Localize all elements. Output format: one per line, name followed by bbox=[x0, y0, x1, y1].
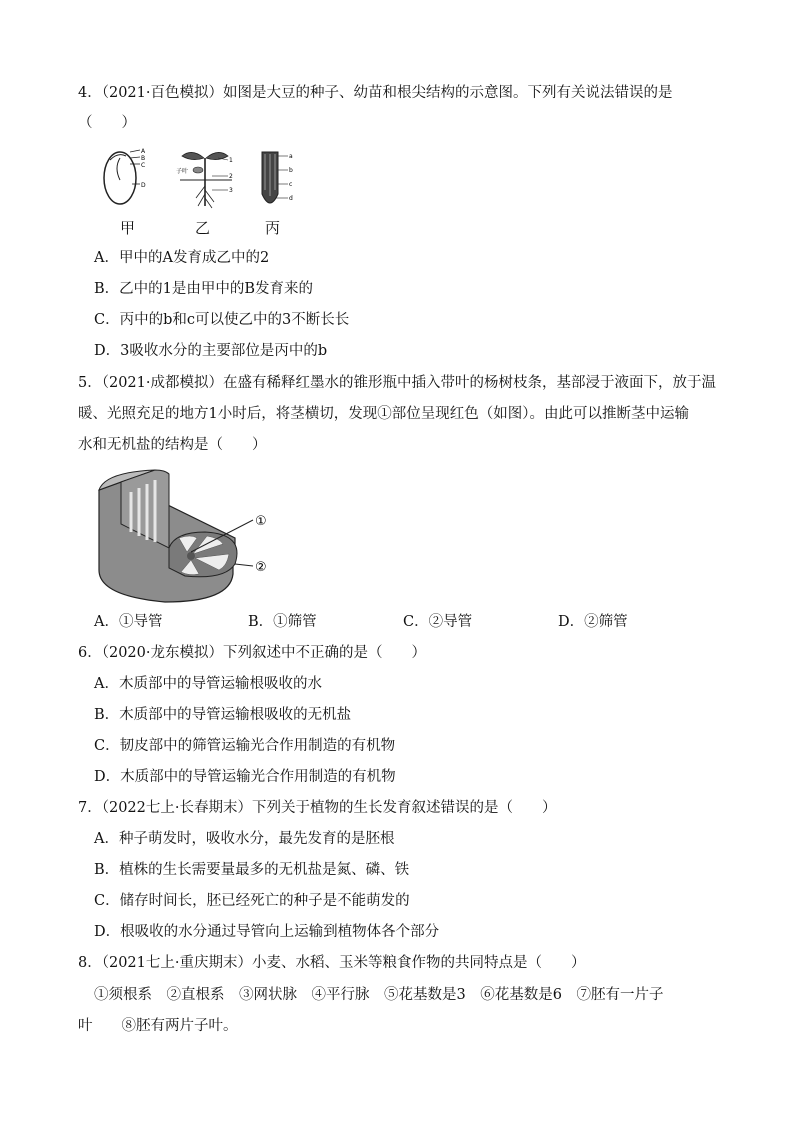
q7-option-c: C．储存时间长，胚已经死亡的种子是不能萌发的 bbox=[94, 893, 410, 909]
label-2: 2 bbox=[229, 173, 233, 180]
q8-choices-line1: ①须根系 ②直根系 ③网状脉 ④平行脉 ⑤花基数是3 ⑥花基数是6 ⑦胚有一片子 bbox=[94, 987, 664, 1003]
q4-stem: 4．（2021·百色模拟）如图是大豆的种子、幼苗和根尖结构的示意图。下列有关说法错误的是 bbox=[78, 85, 673, 101]
caption-bing: 丙 bbox=[265, 219, 281, 237]
q6-option-b: B．木质部中的导管运输根吸收的无机盐 bbox=[94, 707, 352, 723]
label-B: B bbox=[141, 155, 146, 162]
q5-stem-line2: 暖、光照充足的地方1小时后，将茎横切，发现①部位呈现红色（如图）。由此可以推断茎中运输 bbox=[78, 406, 689, 422]
label-a: a bbox=[289, 153, 293, 160]
q5-option-d: D．②筛管 bbox=[558, 614, 628, 630]
q6-stem: 6．（2020·龙东模拟）下列叙述中不正确的是（ ） bbox=[78, 645, 426, 661]
q7-option-d: D．根吸收的水分通过导管向上运输到植物体各个部分 bbox=[94, 924, 440, 940]
q4-option-a: A．甲中的A发育成乙中的2 bbox=[94, 250, 270, 266]
q7-option-a: A．种子萌发时，吸收水分，最先发育的是胚根 bbox=[94, 831, 395, 847]
q6-option-c: C．韧皮部中的筛管运输光合作用制造的有机物 bbox=[94, 738, 396, 754]
q5-option-c: C．②导管 bbox=[403, 614, 473, 630]
label-C: C bbox=[141, 162, 146, 169]
q4-option-c: C．丙中的b和c可以使乙中的3不断长长 bbox=[94, 312, 350, 328]
caption-jia: 甲 bbox=[120, 219, 136, 237]
seed-diagram bbox=[104, 148, 146, 204]
q4-option-b: B．乙中的1是由甲中的B发育来的 bbox=[94, 281, 314, 297]
q6-option-a: A．木质部中的导管运输根吸收的水 bbox=[94, 676, 322, 692]
q7-option-b: B．植株的生长需要量最多的无机盐是氮、磷、铁 bbox=[94, 862, 410, 878]
label-D: D bbox=[141, 182, 146, 189]
root-tip-diagram bbox=[262, 152, 293, 203]
label-circle-1: ① bbox=[255, 514, 267, 529]
caption-yi: 乙 bbox=[195, 219, 211, 237]
q5-stem-line3: 水和无机盐的结构是（ ） bbox=[78, 437, 267, 453]
seedling-diagram bbox=[176, 152, 233, 208]
q8-stem: 8．（2021七上·重庆期末）小麦、水稻、玉米等粮食作物的共同特点是（ ） bbox=[78, 955, 586, 971]
label-c: c bbox=[289, 181, 293, 188]
q8-choices-line2: 叶 ⑧胚有两片子叶。 bbox=[78, 1018, 238, 1034]
q4-figure bbox=[100, 146, 315, 216]
q4-answer-paren: （ ） bbox=[78, 115, 136, 131]
q5-option-b: B．①筛管 bbox=[248, 614, 317, 630]
q5-stem-cross-section-figure bbox=[95, 468, 285, 606]
label-1: 1 bbox=[229, 157, 233, 164]
label-b: b bbox=[289, 167, 293, 174]
label-ziye: 子叶 bbox=[176, 168, 189, 175]
label-A: A bbox=[141, 148, 146, 155]
label-3: 3 bbox=[229, 187, 233, 194]
q6-option-d: D．木质部中的导管运输光合作用制造的有机物 bbox=[94, 769, 396, 785]
q4-option-d: D．3吸收水分的主要部位是丙中的b bbox=[94, 343, 328, 359]
label-circle-2: ② bbox=[255, 560, 267, 575]
q7-stem: 7．（2022七上·长春期末）下列关于植物的生长发育叙述错误的是（ ） bbox=[78, 800, 557, 816]
q5-stem-line1: 5．（2021·成都模拟）在盛有稀释红墨水的锥形瓶中插入带叶的杨树枝条，基部浸于液面下，放于温 bbox=[78, 375, 716, 391]
label-d: d bbox=[289, 195, 293, 202]
q5-option-a: A．①导管 bbox=[94, 614, 163, 630]
